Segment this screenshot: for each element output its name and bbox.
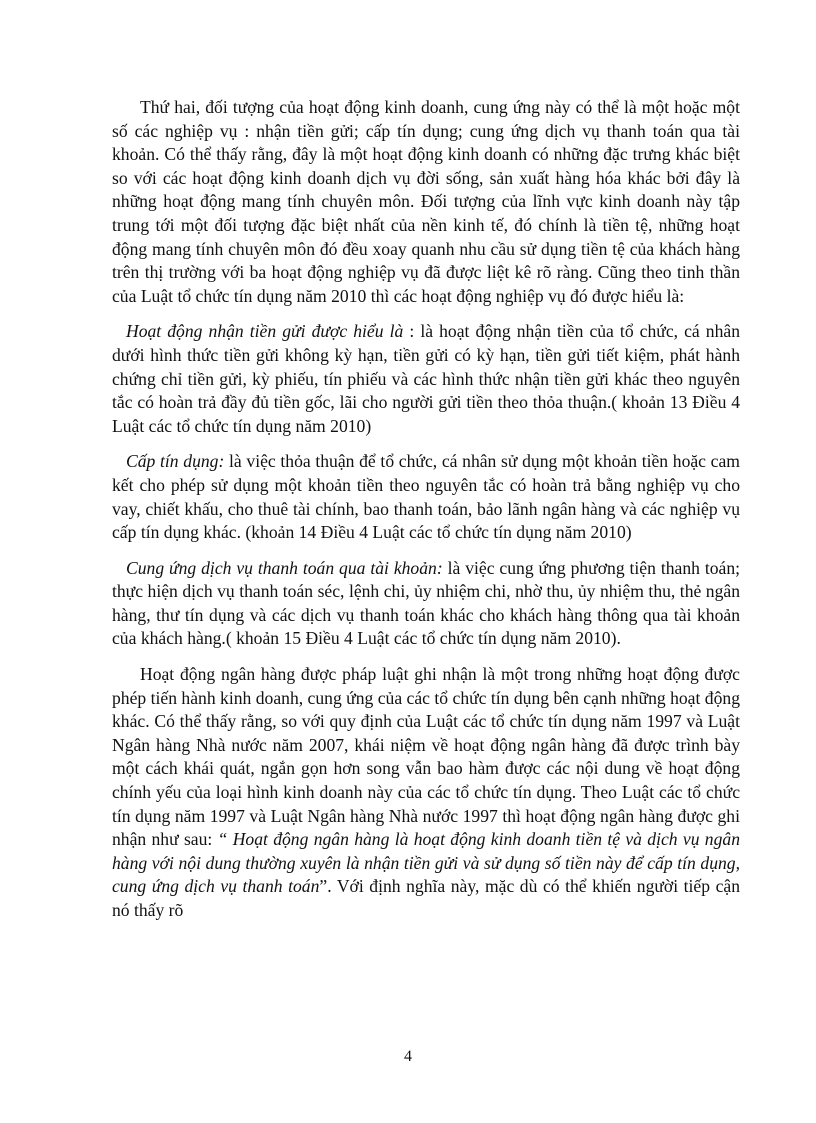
paragraph-text: Hoạt động ngân hàng được pháp luật ghi nhận là một trong những hoạt động được phép tiến hành kinh doanh, cung ứng của các tổ chức tín dụng bên cạnh những hoạt động khác. Có thể thấy rằng, so với quy định của Luật các tổ chức tín dụng năm 1997 và Luật Ngân hàng Nhà nước năm 2007, khái niệm về hoạt động ngân hàng đã được trình bày một cách khái quát, ngắn gọn hơn song vẫn bao hàm được các nội dung về hoạt động chính yếu của loại hình kinh doanh này của các tổ chức tín dụng. Theo Luật các tổ chức tín dụng năm 1997 và Luật Ngân hàng Nhà nước 1997 thì hoạt động ngân hàng được ghi nhận như sau:: [112, 664, 740, 850]
definition-text: : là hoạt động nhận tiền của tổ chức, cá nhân dưới hình thức tiền gửi không kỳ hạn, tiền gửi có kỳ hạn, tiền gửi tiết kiệm, phát hành chứng chỉ tiền gửi, kỳ phiếu, tín phiếu và các hình thức nhận tiền gửi khác theo nguyên tắc có hoàn trả đầy đủ tiền gốc, lãi cho người gửi tiền theo thỏa thuận.( khoản 13 Điều 4 Luật các tổ chức tín dụng năm 2010): [112, 321, 740, 436]
paragraph-cap-tin-dung: [112, 450, 740, 544]
quoted-definition: “ Hoạt động ngân hàng là hoạt động kinh doanh tiền tệ và dịch vụ ngân hàng với nội dung thường xuyên là nhận tiền gửi và sử dụng số tiền này để cấp tín dụng, cung ứng dịch vụ thanh toán: [112, 829, 740, 897]
definition-text: là việc thỏa thuận để tổ chức, cá nhân sử dụng một khoản tiền hoặc cam kết cho phép sử dụng một khoản tiền theo nguyên tắc có hoàn trả bằng nghiệp vụ cho vay, chiết khấu, cho thuê tài chính, bao thanh toán, bảo lãnh ngân hàng và các nghiệp vụ cấp tín dụng khác. (khoản 14 Điều 4 Luật các tổ chức tín dụng năm 2010): [112, 451, 740, 543]
document-body: [112, 96, 740, 923]
definition-term: Cung ứng dịch vụ thanh toán qua tài khoản:: [126, 557, 443, 578]
definition-text: là việc cung ứng phương tiện thanh toán; thực hiện dịch vụ thanh toán séc, lệnh chi, ủy nhiệm chi, nhờ thu, ủy nhiệm thu, thẻ ngân hàng, thư tín dụng và các dịch vụ thanh toán khác cho khách hàng thông qua tài khoản của khách hàng.( khoản 15 Điều 4 Luật các tổ chức tín dụng năm 2010).: [112, 557, 740, 649]
paragraph-text: Thứ hai, đối tượng của hoạt động kinh doanh, cung ứng này có thể là một hoặc một số các nghiệp vụ : nhận tiền gửi; cấp tín dụng; cung ứng dịch vụ thanh toán qua tài khoản. Có thể thấy rằng, đây là một hoạt động kinh doanh có những đặc trưng khác biệt so với các hoạt động kinh doanh dịch vụ đời sống, sản xuất hàng hóa khác bởi đây là những hoạt động mang tính chuyên môn. Đối tượng của lĩnh vực kinh doanh này tập trung tới một đối tượng đặc biệt nhất của nền kinh tế, đó chính là tiền tệ, những hoạt động mang tính chuyên môn đó đều xoay quanh nhu cầu sử dụng tiền tệ của khách hàng trên thị trường với ba hoạt động nghiệp vụ đã được liệt kê rõ ràng. Cũng theo tinh thần của Luật tổ chức tín dụng năm 2010 thì các hoạt động nghiệp vụ đó được hiểu là:: [112, 97, 740, 306]
definition-term: Hoạt động nhận tiền gửi được hiểu là: [126, 321, 404, 342]
paragraph-thanh-toan: [112, 557, 740, 651]
paragraph-nhan-tien-gui: [112, 320, 740, 438]
paragraph-hoat-dong-ngan-hang: [112, 663, 740, 923]
paragraph-text-continued: ”. Với định nghĩa này, mặc dù có thể khiến người tiếp cận nó thấy rõ: [112, 876, 740, 920]
paragraph-doi-tuong: [112, 96, 740, 308]
definition-term: Cấp tín dụng:: [126, 451, 225, 472]
page-number: 4: [404, 1048, 412, 1065]
